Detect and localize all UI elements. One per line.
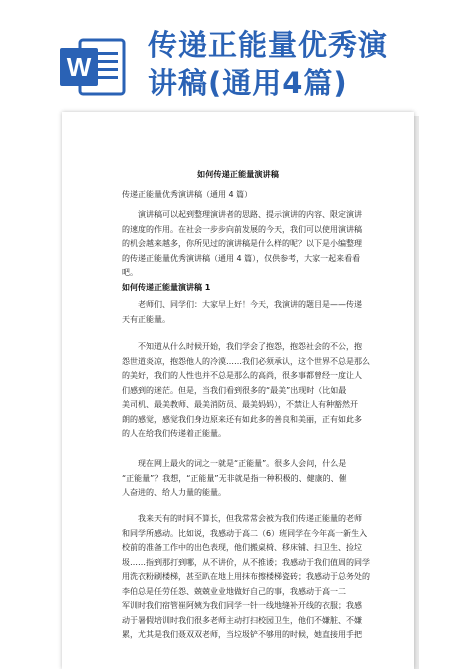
paragraph-2 xyxy=(122,340,370,442)
document-page xyxy=(62,112,414,669)
paragraph-line: 老师们、同学们：大家早上好！今天，我演讲的题目是——传递 xyxy=(138,300,362,309)
document-title: 如何传递正能量演讲稿 xyxy=(197,169,279,179)
paragraph-line: 不知道从什么时候开始，我们学会了抱怨，抱怨社会的不公，抱 xyxy=(138,342,362,351)
paragraph-line: 美司机、最美教师、最美消防员、最美妈妈），不禁让人有种豁然开 xyxy=(122,400,358,409)
intro-line: 吧。 xyxy=(122,268,138,277)
intro-paragraph xyxy=(122,208,362,281)
paragraph-line: 现在网上最火的词之一就是“正能量”。很多人会问，什么是 xyxy=(138,459,347,468)
paragraph-line: 动于暑假培训时我们很多老师主动打扫校园卫生，他们不嫌脏、不嫌 xyxy=(122,615,362,625)
page-title xyxy=(148,26,463,102)
paragraph-line: 校前的准备工作中的出色表现，他们搬桌椅、移床铺、扫卫生、捡垃 xyxy=(122,543,362,552)
paragraph-line: 用洗衣粉刷楼梯，甚至趴在地上用抹布擦楼梯瓷砖；我感动于总务处的 xyxy=(122,572,370,581)
subtitle-line: 传递正能量优秀演讲稿（通用 4 篇） xyxy=(122,190,253,199)
paragraph-line: 圾……指到那打到哪，从不讲价，从不推诿；我感动于我们值周的同学 xyxy=(122,557,370,567)
paragraph-3 xyxy=(122,457,362,501)
paragraph-line: 累，尤其是我们聂双双老师，当垃圾铲不够用的时候，她直接用手把 xyxy=(122,630,362,639)
intro-line: 的传递正能量优秀演讲稿（通用 4 篇），仅供参考，大家一起来看看 xyxy=(122,253,361,263)
paragraph-line: 和同学所感动。比如说，我感动于高二（6）班同学在今年高一新生入 xyxy=(122,528,368,538)
title-line-2: 讲稿(通用4篇) xyxy=(148,66,348,100)
intro-line: 演讲稿可以起到整理演讲者的思路、提示演讲的内容、限定演讲 xyxy=(138,210,362,219)
paragraph-4 xyxy=(122,512,370,643)
paragraph-line: 们感到的迷茫。但是，当我们看到很多的“最美”出现时（比如最 xyxy=(122,385,347,395)
title-line-1: 传递正能量优秀演 xyxy=(148,28,389,62)
paragraph-line: 李伯总是任劳任怨、兢兢业业地做好自己的事，我感动于高一二 xyxy=(122,586,346,596)
paragraph-line: 人奋进的、给人力量的能量。 xyxy=(122,488,226,497)
header-banner xyxy=(0,0,474,115)
paragraph-line: 我来天有的时间不算长，但我常常会被为我们传递正能量的老师 xyxy=(138,514,362,523)
paragraph-line: 天有正能量。 xyxy=(122,314,170,324)
paragraph-line: “正能量”？我想，“正能量”无非就是指一种积极的、健康的、催 xyxy=(122,473,347,483)
paragraph-line: 怨世道炎凉，抱怨他人的冷漠……我们必须承认，这个世界不总是那么 xyxy=(122,356,370,366)
paragraph-line: 军训时我们宿管崔阿姨为我们同学一针一线地缝补开线的衣服；我感 xyxy=(122,601,362,610)
paragraph-1 xyxy=(122,298,362,327)
word-icon xyxy=(58,36,128,98)
document-subtitle xyxy=(122,188,362,203)
paragraph-line: 的美好，我们的人性也并不总是那么的高尚，很多事都曾经一度让人 xyxy=(122,371,362,380)
intro-line: 的速度的作用。在社会一步步向前发展的今天，我们可以使用演讲稿 xyxy=(122,224,362,234)
section-heading: 如何传递正能量演讲稿 1 xyxy=(122,283,211,292)
paragraph-line: 的人在给我们传递着正能量。 xyxy=(122,429,226,438)
paragraph-line: 朗的感觉，感觉我们身边原来还有如此多的善良和美丽，正有如此多 xyxy=(122,414,362,424)
intro-line: 的机会越来越多，你所见过的演讲稿是什么样的呢？以下是小编整理 xyxy=(122,239,362,248)
svg-text:W: W xyxy=(66,52,92,82)
